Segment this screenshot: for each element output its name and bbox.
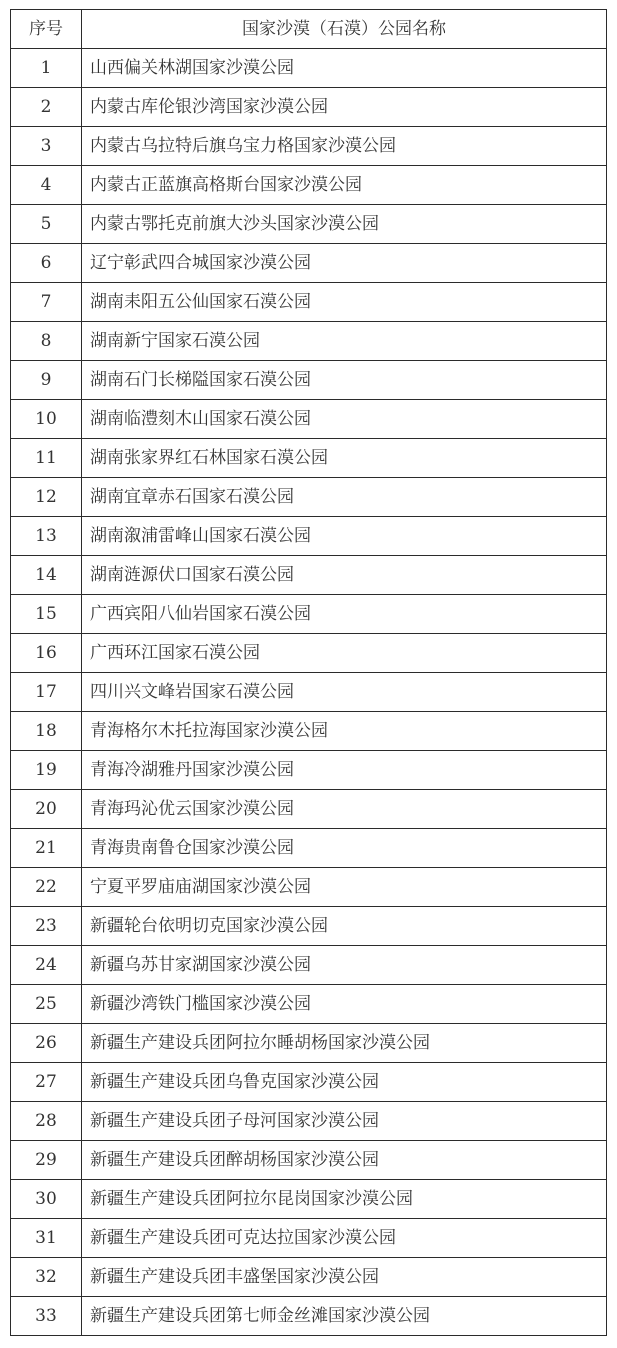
park-name-cell: 青海格尔木托拉海国家沙漠公园: [82, 712, 607, 751]
table-row: [11, 751, 607, 790]
park-name-cell: 辽宁彰武四合城国家沙漠公园: [82, 244, 607, 283]
table-row: [11, 595, 607, 634]
table-row: [11, 556, 607, 595]
park-name-cell: 新疆生产建设兵团醉胡杨国家沙漠公园: [82, 1141, 607, 1180]
park-name-cell: 青海冷湖雅丹国家沙漠公园: [82, 751, 607, 790]
row-number-cell: 4: [11, 166, 82, 205]
row-number-cell: 26: [11, 1024, 82, 1063]
park-name-cell: 新疆生产建设兵团丰盛堡国家沙漠公园: [82, 1258, 607, 1297]
table-row: [11, 49, 607, 88]
park-name-cell: 湖南宜章赤石国家石漠公园: [82, 478, 607, 517]
row-number-cell: 13: [11, 517, 82, 556]
row-number-cell: 16: [11, 634, 82, 673]
row-number-cell: 2: [11, 88, 82, 127]
table-row: [11, 907, 607, 946]
row-number-cell: 24: [11, 946, 82, 985]
table-row: [11, 1258, 607, 1297]
park-name-cell: 内蒙古乌拉特后旗乌宝力格国家沙漠公园: [82, 127, 607, 166]
row-number-cell: 18: [11, 712, 82, 751]
table-row: [11, 439, 607, 478]
park-name-cell: 湖南溆浦雷峰山国家石漠公园: [82, 517, 607, 556]
park-name-cell: 新疆生产建设兵团阿拉尔睡胡杨国家沙漠公园: [82, 1024, 607, 1063]
table-row: [11, 205, 607, 244]
row-number-cell: 15: [11, 595, 82, 634]
table-row: [11, 1063, 607, 1102]
park-name-cell: 新疆生产建设兵团乌鲁克国家沙漠公园: [82, 1063, 607, 1102]
table-row: [11, 283, 607, 322]
row-number-cell: 7: [11, 283, 82, 322]
park-name-cell: 湖南临澧刻木山国家石漠公园: [82, 400, 607, 439]
row-number-cell: 3: [11, 127, 82, 166]
row-number-cell: 29: [11, 1141, 82, 1180]
table-row: [11, 244, 607, 283]
table-row: [11, 790, 607, 829]
park-name-cell: 新疆生产建设兵团第七师金丝滩国家沙漠公园: [82, 1297, 607, 1336]
row-number-cell: 14: [11, 556, 82, 595]
park-name-cell: 新疆生产建设兵团子母河国家沙漠公园: [82, 1102, 607, 1141]
table-row: [11, 517, 607, 556]
row-number-cell: 1: [11, 49, 82, 88]
row-number-cell: 17: [11, 673, 82, 712]
park-name-cell: 新疆生产建设兵团可克达拉国家沙漠公园: [82, 1219, 607, 1258]
table-row: [11, 322, 607, 361]
row-number-cell: 5: [11, 205, 82, 244]
park-name-cell: 内蒙古库伦银沙湾国家沙漠公园: [82, 88, 607, 127]
table-row: [11, 868, 607, 907]
table-row: [11, 1219, 607, 1258]
park-name-cell: 青海贵南鲁仓国家沙漠公园: [82, 829, 607, 868]
row-number-cell: 19: [11, 751, 82, 790]
table-row: [11, 1102, 607, 1141]
row-number-cell: 28: [11, 1102, 82, 1141]
row-number-cell: 9: [11, 361, 82, 400]
park-name-cell: 新疆沙湾铁门槛国家沙漠公园: [82, 985, 607, 1024]
park-name-cell: 湖南耒阳五公仙国家石漠公园: [82, 283, 607, 322]
row-number-cell: 8: [11, 322, 82, 361]
column-header-number: 序号: [11, 10, 82, 49]
table-row: [11, 634, 607, 673]
column-header-name: 国家沙漠（石漠）公园名称: [82, 10, 607, 49]
table-row: [11, 361, 607, 400]
table-row: [11, 673, 607, 712]
park-name-cell: 宁夏平罗庙庙湖国家沙漠公园: [82, 868, 607, 907]
row-number-cell: 30: [11, 1180, 82, 1219]
park-name-cell: 广西环江国家石漠公园: [82, 634, 607, 673]
park-name-cell: 新疆轮台依明切克国家沙漠公园: [82, 907, 607, 946]
table-row: [11, 166, 607, 205]
park-name-cell: 湖南张家界红石林国家石漠公园: [82, 439, 607, 478]
table-header-row: [11, 10, 607, 49]
park-name-cell: 新疆生产建设兵团阿拉尔昆岗国家沙漠公园: [82, 1180, 607, 1219]
table-body: [11, 49, 607, 1336]
row-number-cell: 12: [11, 478, 82, 517]
table-row: [11, 1297, 607, 1336]
table-row: [11, 829, 607, 868]
document-page: [10, 9, 607, 1336]
row-number-cell: 10: [11, 400, 82, 439]
row-number-cell: 11: [11, 439, 82, 478]
table-row: [11, 400, 607, 439]
park-name-cell: 青海玛沁优云国家沙漠公园: [82, 790, 607, 829]
row-number-cell: 27: [11, 1063, 82, 1102]
park-name-cell: 山西偏关林湖国家沙漠公园: [82, 49, 607, 88]
park-name-cell: 广西宾阳八仙岩国家石漠公园: [82, 595, 607, 634]
park-name-cell: 四川兴文峰岩国家石漠公园: [82, 673, 607, 712]
row-number-cell: 33: [11, 1297, 82, 1336]
table-row: [11, 1180, 607, 1219]
row-number-cell: 23: [11, 907, 82, 946]
table-row: [11, 1141, 607, 1180]
table-row: [11, 985, 607, 1024]
desert-parks-table: [10, 9, 607, 1336]
park-name-cell: 湖南新宁国家石漠公园: [82, 322, 607, 361]
row-number-cell: 25: [11, 985, 82, 1024]
park-name-cell: 湖南涟源伏口国家石漠公园: [82, 556, 607, 595]
row-number-cell: 32: [11, 1258, 82, 1297]
row-number-cell: 22: [11, 868, 82, 907]
park-name-cell: 新疆乌苏甘家湖国家沙漠公园: [82, 946, 607, 985]
park-name-cell: 湖南石门长梯隘国家石漠公园: [82, 361, 607, 400]
table-row: [11, 127, 607, 166]
row-number-cell: 20: [11, 790, 82, 829]
table-row: [11, 88, 607, 127]
table-row: [11, 712, 607, 751]
row-number-cell: 21: [11, 829, 82, 868]
park-name-cell: 内蒙古正蓝旗高格斯台国家沙漠公园: [82, 166, 607, 205]
table-row: [11, 1024, 607, 1063]
row-number-cell: 31: [11, 1219, 82, 1258]
park-name-cell: 内蒙古鄂托克前旗大沙头国家沙漠公园: [82, 205, 607, 244]
table-row: [11, 946, 607, 985]
table-row: [11, 478, 607, 517]
row-number-cell: 6: [11, 244, 82, 283]
